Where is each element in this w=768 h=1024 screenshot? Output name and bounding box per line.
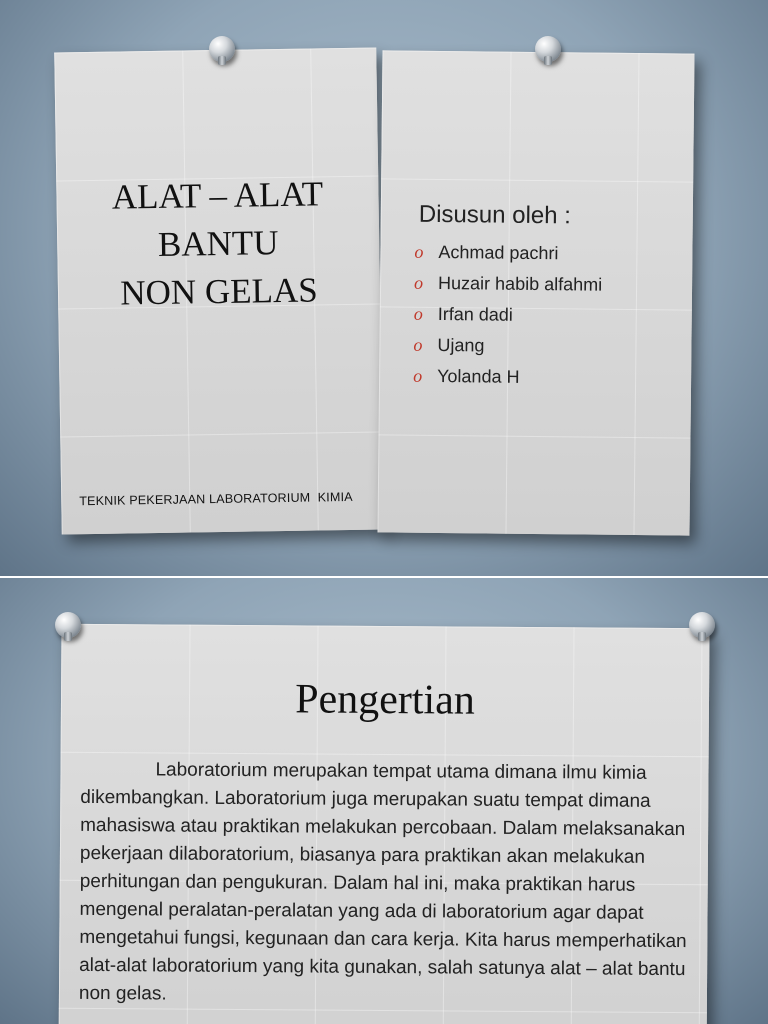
pushpin-icon bbox=[535, 36, 561, 62]
member-list bbox=[409, 237, 603, 394]
pushpin-icon bbox=[55, 612, 81, 638]
bullet-icon: o bbox=[414, 241, 424, 262]
list-item bbox=[409, 330, 601, 363]
paper-definition bbox=[58, 624, 709, 1024]
pushpin-icon bbox=[689, 612, 715, 638]
list-item bbox=[410, 268, 602, 301]
course-footer: TEKNIK PEKERJAAN LABORATORIUM KIMIA bbox=[79, 489, 353, 509]
paper-left bbox=[54, 48, 384, 535]
compiled-by-heading: Disusun oleh : bbox=[418, 200, 572, 230]
member-name: Irfan dadi bbox=[437, 303, 513, 325]
bullet-icon: o bbox=[413, 365, 423, 386]
member-name: Yolanda H bbox=[437, 365, 520, 387]
bullet-icon: o bbox=[413, 334, 423, 355]
paper-right bbox=[377, 50, 694, 535]
pushpin-icon bbox=[209, 36, 235, 62]
list-item bbox=[410, 237, 602, 270]
member-name: Achmad pachri bbox=[438, 241, 559, 264]
definition-paragraph: Laboratorium merupakan tempat utama dimana ilmu kimia dikembangkan. Laboratorium juga merupakan suatu tempat dimana mahasiswa atau praktikan melakukan percobaan. Dalam melaksanakan pekerjaan dilaboratorium, biasanya para praktikan akan melakukan perhitungan dan pengukuran. Dalam hal ini, maka praktikan harus mengenal peralatan-peralatan yang ada di laboratorium agar dapat mengetahui fungsi, kegunaan dan cara kerja. Kita harus memperhatikan alat-alat laboratorium yang kita gunakan, salah satunya alat – alat bantu non gelas. bbox=[78, 759, 687, 1005]
list-item bbox=[410, 299, 602, 332]
section-heading: Pengertian bbox=[295, 676, 475, 724]
bullet-icon: o bbox=[413, 272, 424, 293]
title-line-3: NON GELAS bbox=[120, 270, 318, 313]
bullet-icon: o bbox=[413, 303, 423, 324]
title-line-1: ALAT – ALAT bbox=[111, 174, 324, 217]
member-name: Huzair habib alfahmi bbox=[437, 272, 603, 295]
list-item bbox=[409, 361, 601, 394]
slide-definition bbox=[0, 578, 768, 1024]
title-line-2: BANTU bbox=[157, 223, 279, 264]
slide-title-text bbox=[56, 169, 380, 318]
member-name: Ujang bbox=[437, 334, 485, 356]
